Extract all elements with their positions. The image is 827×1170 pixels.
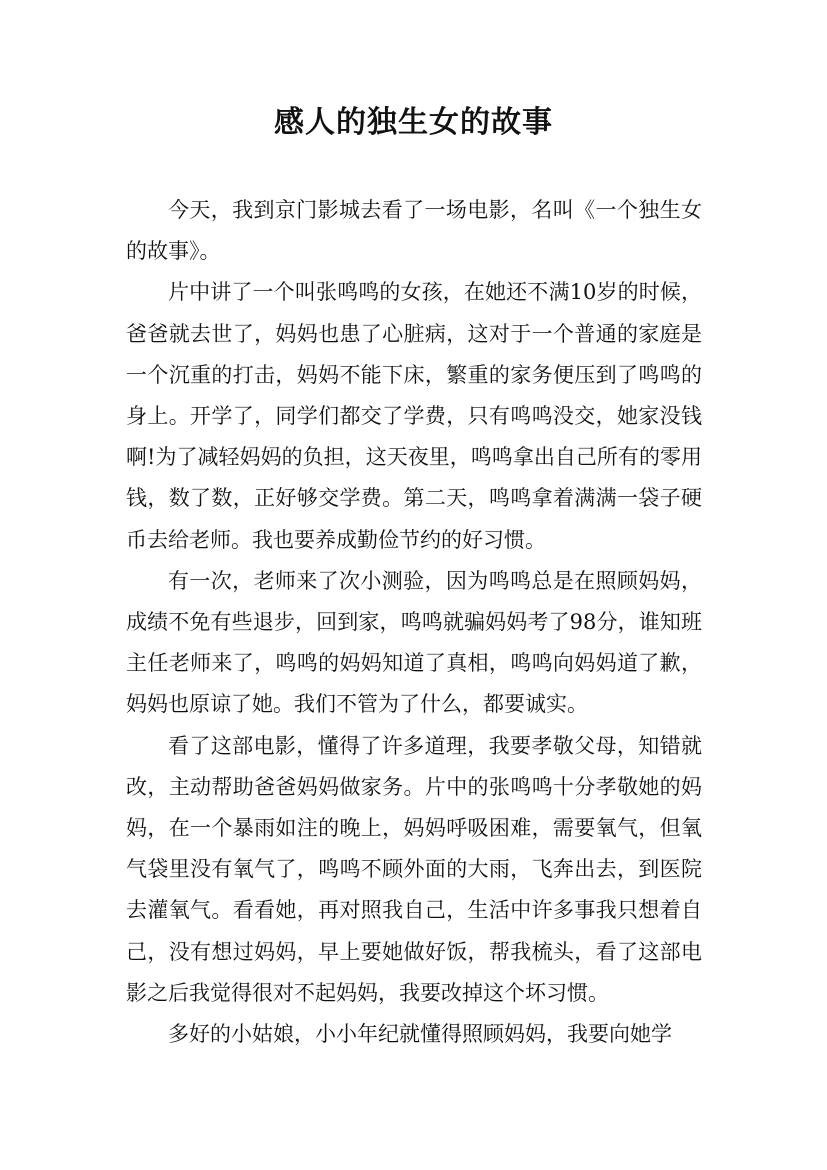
paragraph-2: 片中讲了一个叫张鸣鸣的女孩，在她还不满10岁的时候，爸爸就去世了，妈妈也患了心脏病，这对于一个普通的家庭是一个沉重的打击，妈妈不能下床，繁重的家务便压到了鸣鸣的身上。开学了，同学们都交了学费，只有鸣鸣没交，她家没钱啊!为了减轻妈妈的负担，这天夜里，鸣鸣拿出自己所有的零用钱，数了数，正好够交学费。第二天，鸣鸣拿着满满一袋子硬币去给老师。我也要养成勤俭节约的好习惯。 <box>126 280 702 552</box>
document-title: 感人的独生女的故事 <box>274 105 553 140</box>
paragraph-1: 今天，我到京门影城去看了一场电影，名叫《一个独生女的故事》。 <box>126 198 702 264</box>
paragraph-4: 看了这部电影，懂得了许多道理，我要孝敬父母，知错就改，主动帮助爸爸妈妈做家务。片中的张鸣鸣十分孝敬她的妈妈，在一个暴雨如注的晚上，妈妈呼吸困难，需要氧气，但氧气袋里没有氧气了，鸣鸣不顾外面的大雨，飞奔出去，到医院去灌氧气。看看她，再对照我自己，生活中许多事我只想着自己，没有想过妈妈，早上要她做好饭，帮我梳头，看了这部电影之后我觉得很对不起妈妈，我要改掉这个坏习惯。 <box>126 733 702 1005</box>
document-body <box>126 190 702 1055</box>
paragraph-5: 多好的小姑娘，小小年纪就懂得照顾妈妈，我要向她学 <box>168 1022 672 1047</box>
paragraph-3: 有一次，老师来了次小测验，因为鸣鸣总是在照顾妈妈，成绩不免有些退步，回到家，鸣鸣就骗妈妈考了98分，谁知班主任老师来了，鸣鸣的妈妈知道了真相，鸣鸣向妈妈道了歉，妈妈也原谅了她。我们不管为了什么，都要诚实。 <box>126 568 702 717</box>
